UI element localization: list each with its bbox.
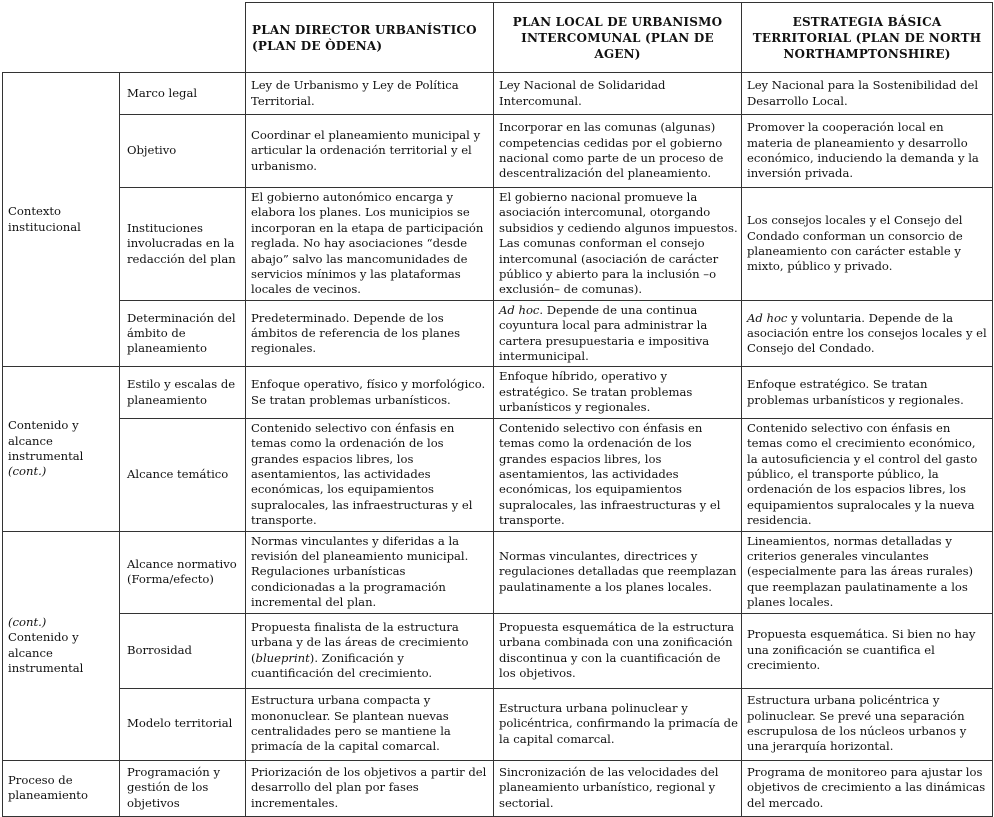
corner-blank: [3, 3, 246, 73]
cell-north: Propuesta esquemática. Si bien no hay una zonificación se cuantifica el crecimiento.: [742, 613, 993, 688]
header-row: [3, 3, 993, 73]
cell-agen: Normas vinculantes, directrices y regulaciones detalladas que reemplazan paulatinamente a los planes locales.: [494, 531, 742, 613]
adhoc-emphasis: Ad hoc: [499, 302, 540, 317]
col-header-agen: PLAN LOCAL DE URBANISMO INTERCOMUNAL (PLAN DE AGEN): [494, 3, 742, 73]
cell-odena: Priorización de los objetivos a partir del desarrollo del plan por fases incrementales.: [246, 760, 494, 816]
group-label: Contenido y alcance instrumental: [8, 418, 84, 463]
cell-agen: Sincronización de las velocidades del planeamiento urbanístico, regional y sectorial.: [494, 760, 742, 816]
table-row: [3, 188, 993, 301]
cell-agen: Enfoque híbrido, operativo y estratégico. Se tratan problemas urbanísticos y regionales.: [494, 367, 742, 418]
group-cont-note: (cont.): [8, 614, 47, 629]
cell-north: [742, 300, 993, 367]
cell-north: Ley Nacional para la Sostenibilidad del Desarrollo Local.: [742, 73, 993, 115]
cell-north: Enfoque estratégico. Se tratan problemas urbanísticos y regionales.: [742, 367, 993, 418]
cell-north: Los consejos locales y el Consejo del Condado conforman un consorcio de planeamiento con carácter estable y mixto, público y privado.: [742, 188, 993, 301]
group-contexto-institucional: Contexto institucional: [3, 73, 120, 367]
group-contenido-alcance-cont: [3, 531, 120, 760]
cell-agen: Incorporar en las comunas (algunas) competencias cedidas por el gobierno nacional como parte de un proceso de descentralización del planeamiento.: [494, 115, 742, 188]
cell-odena: Normas vinculantes y diferidas a la revisión del planeamiento municipal. Regulaciones urbanísticas condicionadas a la programación incremental del plan.: [246, 531, 494, 613]
cell-agen: El gobierno nacional promueve la asociación intercomunal, otorgando subsidios y cediendo algunos impuestos. Las comunas conforman el consejo intercomunal (asociación de carácter público y abierto para la inclusión –o exclusión– de comunas).: [494, 188, 742, 301]
table-row: [3, 613, 993, 688]
aspect-alcance-normativo: Alcance normativo (Forma/efecto): [120, 531, 246, 613]
cell-odena: El gobierno autonómico encarga y elabora los planes. Los municipios se incorporan en la etapa de participación reglada. No hay asociaciones “desde abajo” salvo las mancomunidades de servicios mínimos y las plataformas locales de vecinos.: [246, 188, 494, 301]
cell-odena: Ley de Urbanismo y Ley de Política Territorial.: [246, 73, 494, 115]
cell-odena: [246, 613, 494, 688]
aspect-modelo-territorial: Modelo territorial: [120, 688, 246, 760]
aspect-determinacion-ambito: Determinación del ámbito de planeamiento: [120, 300, 246, 367]
group-cont-note: (cont.): [8, 464, 47, 479]
cell-text: y voluntaria. Depende de la asociación entre los consejos locales y el Consejo del Condado.: [747, 310, 987, 356]
table-row: [3, 418, 993, 531]
aspect-objetivo: Objetivo: [120, 115, 246, 188]
cell-odena: Predeterminado. Depende de los ámbitos de referencia de los planes regionales.: [246, 300, 494, 367]
aspect-programacion-gestion: Programación y gestión de los objetivos: [120, 760, 246, 816]
table-row: [3, 688, 993, 760]
aspect-marco-legal: Marco legal: [120, 73, 246, 115]
group-label: Contenido y alcance instrumental: [8, 630, 84, 675]
cell-odena: Enfoque operativo, físico y morfológico. Se tratan problemas urbanísticos.: [246, 367, 494, 418]
table-row: [3, 300, 993, 367]
cell-north: Estructura urbana policéntrica y polinuclear. Se prevé una separación escrupulosa de los núcleos urbanos y una jerarquía horizontal.: [742, 688, 993, 760]
table-row: [3, 531, 993, 613]
cell-agen: Propuesta esquemática de la estructura urbana combinada con una zonificación discontinua y con la cuantificación de los objetivos.: [494, 613, 742, 688]
col-header-north-northamptonshire: ESTRATEGIA BÁSICA TERRITORIAL (PLAN DE NORTH NORTHAMPTONSHIRE): [742, 3, 993, 73]
table-row: [3, 760, 993, 816]
table-row: [3, 115, 993, 188]
cell-text: ). Zonificación y cuantificación del crecimiento.: [251, 650, 433, 680]
cell-north: Lineamientos, normas detalladas y criterios generales vinculantes (especialmente para las áreas rurales) que reemplazan paulatinamente a los planes locales.: [742, 531, 993, 613]
cell-odena: Coordinar el planeamiento municipal y articular la ordenación territorial y el urbanismo.: [246, 115, 494, 188]
aspect-borrosidad: Borrosidad: [120, 613, 246, 688]
cell-odena: Estructura urbana compacta y mononuclear. Se plantean nuevas centralidades pero se mantiene la primacía de la capital comarcal.: [246, 688, 494, 760]
cell-north: Programa de monitoreo para ajustar los objetivos de crecimiento a las dinámicas del mercado.: [742, 760, 993, 816]
cell-agen: Contenido selectivo con énfasis en temas como la ordenación de los grandes espacios libres, los asentamientos, las actividades económicas, los equipamientos supralocales, las infraestructuras y el transporte.: [494, 418, 742, 531]
blueprint-emphasis: blueprint: [255, 650, 310, 665]
aspect-alcance-tematico: Alcance temático: [120, 418, 246, 531]
cell-agen: Ley Nacional de Solidaridad Intercomunal.: [494, 73, 742, 115]
cell-odena: Contenido selectivo con énfasis en temas como la ordenación de los grandes espacios libres, los asentamientos, las actividades económicas, los equipamientos supralocales, las infraestructuras y el transporte.: [246, 418, 494, 531]
cell-north: Promover la cooperación local en materia de planeamiento y desarrollo económico, induciendo la demanda y la inversión privada.: [742, 115, 993, 188]
aspect-estilo-escalas: Estilo y escalas de planeamiento: [120, 367, 246, 418]
group-contenido-alcance: [3, 367, 120, 531]
cell-north: Contenido selectivo con énfasis en temas como el crecimiento económico, la autosuficiencia y el control del gasto público, el transporte público, la ordenación de los espacios libres, los equipamientos supralocales y la nueva residencia.: [742, 418, 993, 531]
cell-agen: [494, 300, 742, 367]
adhoc-emphasis: Ad hoc: [747, 310, 788, 325]
table-row: [3, 367, 993, 418]
aspect-instituciones: Instituciones involucradas en la redacción del plan: [120, 188, 246, 301]
cell-agen: Estructura urbana polinuclear y policéntrica, confirmando la primacía de la capital comarcal.: [494, 688, 742, 760]
table-row: [3, 73, 993, 115]
cell-text: Propuesta finalista de la estructura urbana y de las áreas de crecimiento (: [251, 619, 469, 665]
cell-text: . Depende de una continua coyuntura local para administrar la cartera presupuestaria e impositiva intermunicipal.: [499, 302, 710, 364]
col-header-odena: PLAN DIRECTOR URBANÍSTICO (PLAN DE ÒDENA): [246, 3, 494, 73]
group-proceso-planeamiento: Proceso de planeamiento: [3, 760, 120, 816]
comparison-sheet: [2, 2, 992, 810]
planning-comparison-table: [2, 2, 993, 817]
